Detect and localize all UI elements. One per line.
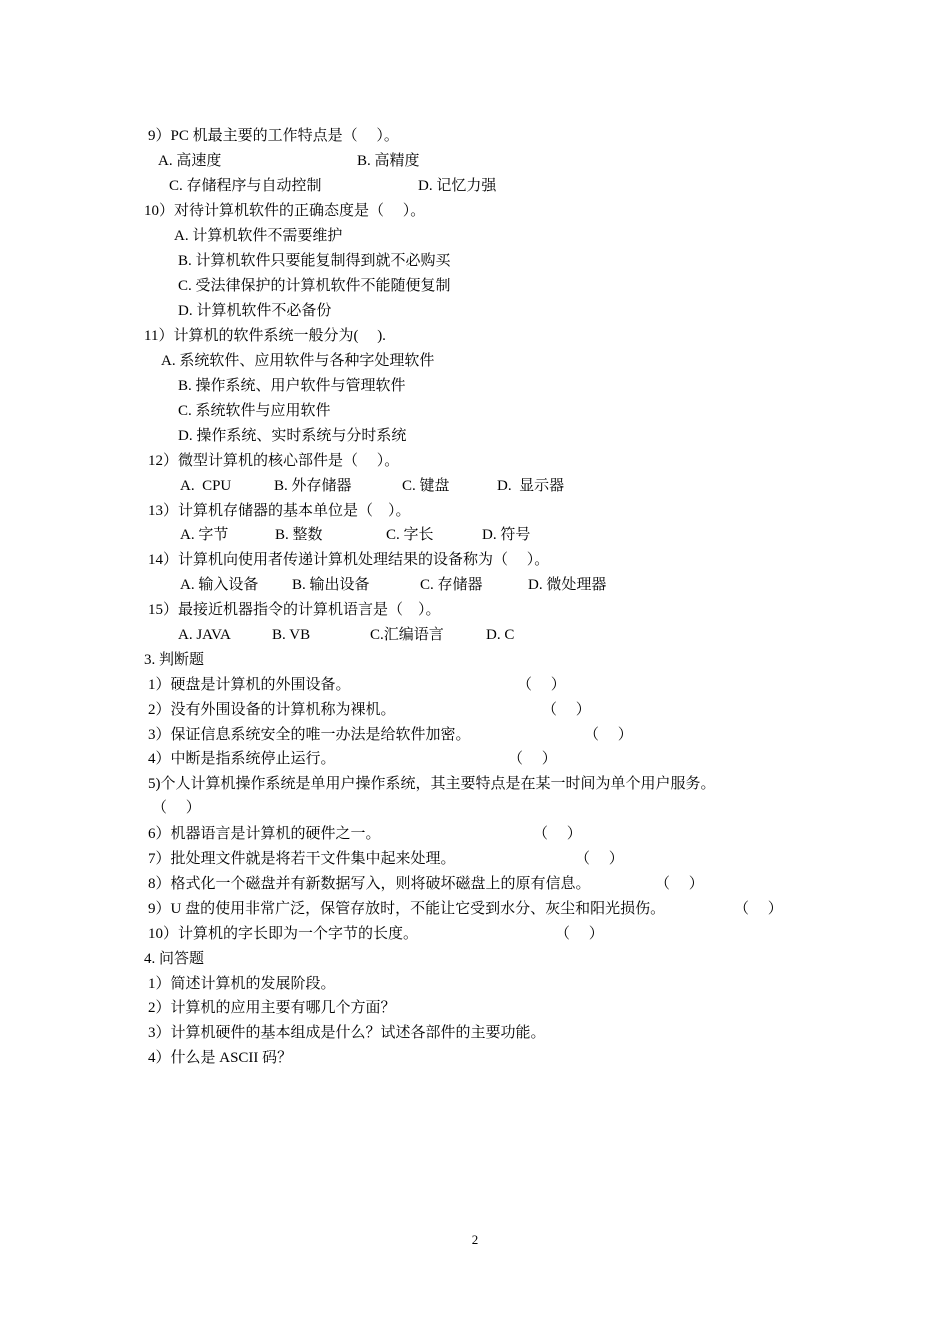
essay-item-1: 1）简述计算机的发展阶段。 — [148, 976, 336, 992]
judge-item-9: 9）U 盘的使用非常广泛，保管存放时，不能让它受到水分、灰尘和阳光损伤。 — [148, 901, 666, 917]
question-14-option-a: A. 输入设备 — [180, 577, 259, 593]
question-11-option-c: C. 系统软件与应用软件 — [178, 403, 331, 419]
essay-item-4: 4）什么是 ASCII 码？ — [148, 1050, 293, 1066]
question-14-option-d: D. 微处理器 — [528, 577, 607, 593]
judge-item-10-blank: （ ） — [555, 926, 604, 942]
question-12-stem: 12）微型计算机的核心部件是（ ）。 — [148, 453, 400, 469]
question-12-option-c: C. 键盘 — [402, 478, 450, 494]
question-10-stem: 10）对待计算机软件的正确态度是（ ）。 — [144, 203, 426, 219]
question-14-stem: 14）计算机向使用者传递计算机处理结果的设备称为（ ）。 — [148, 552, 550, 568]
question-15-option-d: D. C — [486, 627, 515, 643]
judge-item-8: 8）格式化一个磁盘并有新数据写入，则将破坏磁盘上的原有信息。 — [148, 876, 591, 892]
page-number: 2 — [471, 1232, 479, 1247]
essay-item-3: 3）计算机硬件的基本组成是什么？试述各部件的主要功能。 — [148, 1025, 546, 1041]
essay-item-2: 2）计算机的应用主要有哪几个方面？ — [148, 1000, 396, 1016]
question-11-stem: 11）计算机的软件系统一般分为( ). — [144, 328, 386, 344]
section-4-heading: 4. 问答题 — [144, 951, 205, 967]
judge-item-8-blank: （ ） — [655, 876, 704, 892]
question-9-option-c: C. 存储程序与自动控制 — [169, 178, 322, 194]
question-11-option-a: A. 系统软件、应用软件与各种字处理软件 — [161, 353, 435, 369]
question-9-option-a: A. 高速度 — [158, 153, 222, 169]
judge-item-7-blank: （ ） — [575, 851, 624, 867]
question-13-option-a: A. 字节 — [180, 527, 229, 543]
judge-item-3-blank: （ ） — [584, 727, 633, 743]
question-11-option-b: B. 操作系统、用户软件与管理软件 — [178, 378, 406, 394]
question-10-option-d: D. 计算机软件不必备份 — [178, 303, 332, 319]
judge-item-2-blank: （ ） — [542, 702, 591, 718]
question-9-option-b: B. 高精度 — [357, 153, 420, 169]
question-13-option-c: C. 字长 — [386, 527, 434, 543]
judge-item-5: 5)个人计算机操作系统是单用户操作系统，其主要特点是在某一时间为单个用户服务。 — [148, 776, 716, 792]
judge-item-7: 7）批处理文件就是将若干文件集中起来处理。 — [148, 851, 456, 867]
judge-item-1-blank: （ ） — [517, 677, 566, 693]
question-10-option-a: A. 计算机软件不需要维护 — [174, 228, 343, 244]
question-13-option-d: D. 符号 — [482, 527, 531, 543]
judge-item-4-blank: （ ） — [508, 751, 557, 767]
judge-item-10: 10）计算机的字长即为一个字节的长度。 — [148, 926, 419, 942]
judge-item-1: 1）硬盘是计算机的外围设备。 — [148, 677, 351, 693]
question-13-option-b: B. 整数 — [275, 527, 323, 543]
question-9-stem: 9）PC 机最主要的工作特点是（ ）。 — [148, 128, 399, 144]
question-12-option-d: D. 显示器 — [497, 478, 565, 494]
question-9-option-d: D. 记忆力强 — [418, 178, 497, 194]
judge-item-6-blank: （ ） — [533, 826, 582, 842]
judge-item-4: 4）中断是指系统停止运行。 — [148, 751, 336, 767]
judge-item-2: 2）没有外围设备的计算机称为裸机。 — [148, 702, 396, 718]
judge-item-5-blank: （ ） — [152, 800, 201, 816]
section-3-heading: 3. 判断题 — [144, 652, 205, 668]
question-15-option-a: A. JAVA — [178, 627, 231, 643]
judge-item-9-blank: （ ） — [734, 901, 783, 917]
question-11-option-d: D. 操作系统、实时系统与分时系统 — [178, 428, 407, 444]
question-10-option-b: B. 计算机软件只要能复制得到就不必购买 — [178, 253, 451, 269]
question-15-stem: 15）最接近机器指令的计算机语言是（ ）。 — [148, 602, 441, 618]
question-12-option-a: A. CPU — [180, 478, 232, 494]
question-13-stem: 13）计算机存储器的基本单位是（ ）。 — [148, 503, 411, 519]
question-15-option-b: B. VB — [272, 627, 311, 643]
question-15-option-c: C.汇编语言 — [370, 627, 444, 643]
question-14-option-b: B. 输出设备 — [292, 577, 370, 593]
question-14-option-c: C. 存储器 — [420, 577, 483, 593]
question-12-option-b: B. 外存储器 — [274, 478, 352, 494]
judge-item-6: 6）机器语言是计算机的硬件之一。 — [148, 826, 381, 842]
judge-item-3: 3）保证信息系统安全的唯一办法是给软件加密。 — [148, 727, 471, 743]
question-10-option-c: C. 受法律保护的计算机软件不能随便复制 — [178, 278, 451, 294]
